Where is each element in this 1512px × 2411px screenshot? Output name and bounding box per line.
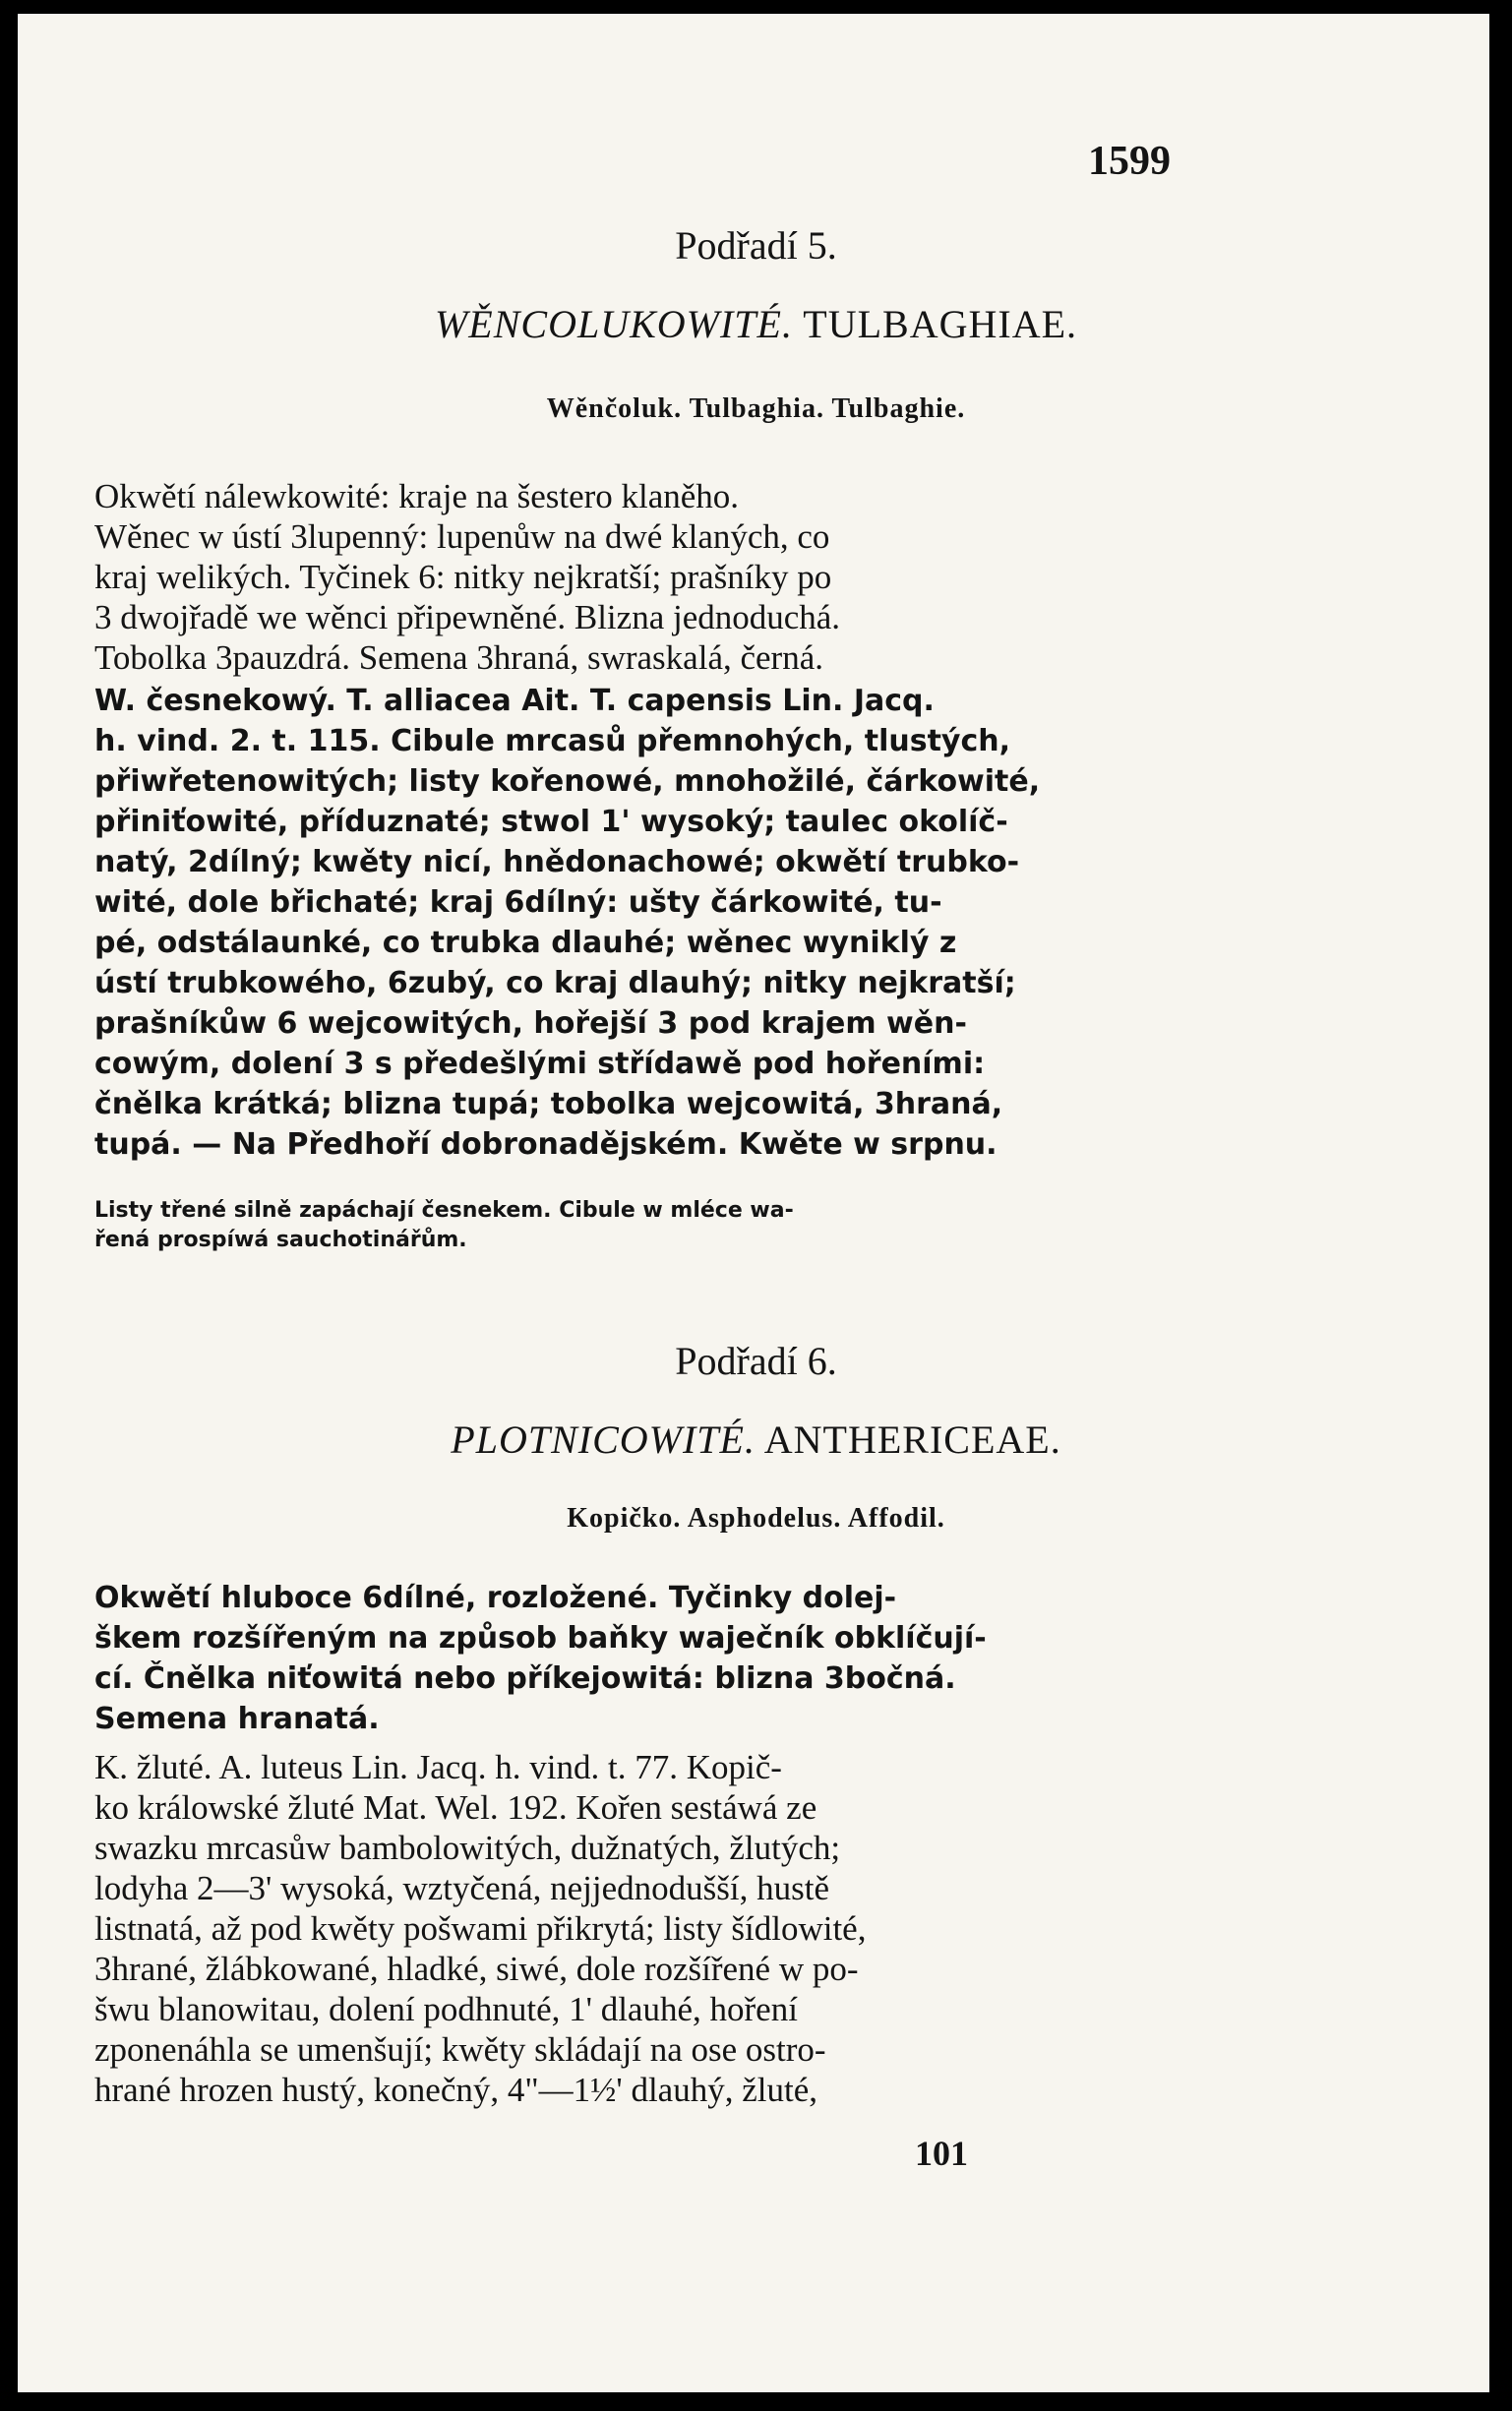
- species-line: cowým, dolení 3 s předešlými střídawě pod hořeními:: [94, 1047, 986, 1081]
- subsection-5-heading: Podřadí 5.: [675, 223, 837, 268]
- species-line: W. česnekowý. T. alliacea Ait. T. capensis Lin. Jacq.: [94, 684, 935, 718]
- note-line: Listy třené silně zapáchají česnekem. Cibule w mléce wa-: [94, 1198, 794, 1223]
- section-5-species: [94, 681, 1169, 1165]
- section-6-description: [94, 1578, 1169, 1739]
- species-line: hrané hrozen hustý, konečný, 4"—1½' dlauhý, žluté,: [94, 2071, 817, 2109]
- section-6-species: [94, 1747, 1169, 2110]
- species-line: h. vind. 2. t. 115. Cibule mrcasů přemnohých, tlustých,: [94, 724, 1011, 758]
- species-line: tupá. — Na Předhoří dobronadějském. Kwěte w srpnu.: [94, 1127, 998, 1162]
- description-line: Okwětí hluboce 6dílné, rozložené. Tyčinky dolej-: [94, 1581, 897, 1615]
- species-line: listnatá, až pod kwěty pošwami přikrytá; listy šídlowité,: [94, 1909, 867, 1948]
- description-line: škem rozšířeným na způsob baňky waječník obklíčují-: [94, 1621, 987, 1656]
- page-number: 1599: [1088, 139, 1171, 184]
- family-5-title: [0, 301, 1512, 347]
- genus-6-line: Kopičko. Asphodelus. Affodil.: [567, 1503, 945, 1534]
- species-line: přiniťowité, příduznaté; stwol 1' wysoký; taulec okolíč-: [94, 805, 1008, 839]
- species-line: ústí trubkowého, 6zubý, co kraj dlauhý; nitky nejkratší;: [94, 966, 1016, 1000]
- description-line: 3 dwojřadě we wěnci připewněné. Blizna jednoduchá.: [94, 598, 841, 636]
- species-line: zponenáhla se umenšují; kwěty skládají na ose ostro-: [94, 2030, 826, 2069]
- description-line: Semena hranatá.: [94, 1702, 380, 1736]
- species-line: lodyha 2—3' wysoká, wztyčená, nejjednodušší, hustě: [94, 1869, 829, 1907]
- family-5-czech-name: WĚNCOLUKOWITÉ.: [434, 302, 793, 346]
- description-line: Wěnec w ústí 3lupenný: lupenůw na dwé klaných, co: [94, 517, 830, 556]
- family-6-latin-name: ANTHERICEAE.: [763, 1417, 1061, 1462]
- genus-5-line: Wěnčoluk. Tulbaghia. Tulbaghie.: [546, 393, 966, 424]
- species-line: ko králowské žluté Mat. Wel. 192. Kořen sestáwá ze: [94, 1788, 817, 1827]
- description-line: cí. Čnělka niťowitá nebo příkejowitá: blizna 3bočná.: [94, 1661, 956, 1696]
- species-line: prašníkůw 6 wejcowitých, hořejší 3 pod krajem wěn-: [94, 1006, 967, 1041]
- species-line: čnělka krátká; blizna tupá; tobolka wejcowitá, 3hraná,: [94, 1087, 1003, 1121]
- family-6-czech-name: PLOTNICOWITÉ.: [451, 1417, 756, 1462]
- species-line: šwu blanowitau, dolení podhnuté, 1' dlauhé, hoření: [94, 1990, 798, 2028]
- family-5-latin-name: TULBAGHIAE.: [803, 302, 1078, 346]
- species-line: natý, 2dílný; kwěty nicí, hnědonachowé; okwětí trubko-: [94, 845, 1020, 879]
- species-line: K. žluté. A. luteus Lin. Jacq. h. vind. t. 77. Kopič-: [94, 1748, 782, 1786]
- species-line: pé, odstálaunké, co trubka dlauhé; wěnec wyniklý z: [94, 926, 957, 960]
- signature-mark: 101: [915, 2134, 968, 2173]
- species-line: 3hrané, žlábkowané, hladké, siwé, dole rozšířené w po-: [94, 1950, 859, 1988]
- species-line: wité, dole břichaté; kraj 6dílný: ušty čárkowité, tu-: [94, 885, 942, 920]
- note-line: řená prospíwá sauchotinářům.: [94, 1228, 467, 1252]
- family-6-title: [0, 1416, 1512, 1463]
- species-line: přiwřetenowitých; listy kořenowé, mnohožilé, čárkowité,: [94, 764, 1041, 799]
- description-line: kraj welikých. Tyčinek 6: nitky nejkratší; prašníky po: [94, 558, 832, 596]
- description-line: Okwětí nálewkowité: kraje na šestero klaněho.: [94, 477, 740, 515]
- section-5-description: [94, 476, 1169, 678]
- species-line: swazku mrcasůw bambolowitých, dužnatých, žlutých;: [94, 1829, 841, 1867]
- subsection-6-heading: Podřadí 6.: [675, 1339, 837, 1383]
- section-5-note: [94, 1196, 1169, 1255]
- description-line: Tobolka 3pauzdrá. Semena 3hraná, swraskalá, černá.: [94, 638, 823, 677]
